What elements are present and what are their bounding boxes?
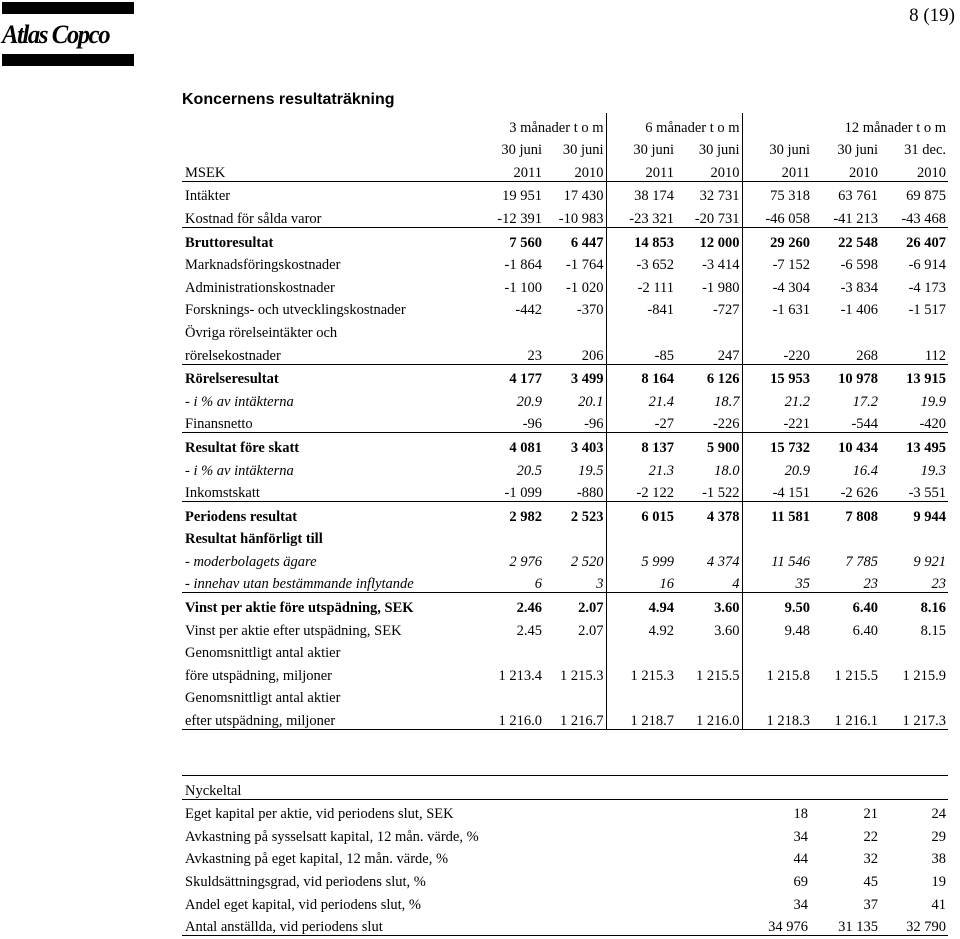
row-value: 2.46 [478, 593, 544, 616]
row-value [606, 684, 676, 707]
row-value: -6 914 [908, 257, 947, 274]
row-value: 268 [812, 341, 880, 364]
row-value [544, 525, 606, 548]
table-row [182, 913, 948, 936]
row-value [880, 639, 948, 662]
period-header-12m: 12 månader t o m [844, 119, 947, 136]
row-value: 1 218.3 [742, 706, 812, 729]
row-value: 23 [812, 570, 880, 593]
row-value: 2 520 [544, 547, 606, 570]
row-label: Administrationskostnader [185, 279, 335, 296]
row-label: - i % av intäkterna [185, 462, 294, 479]
row-value: 16.4 [852, 462, 879, 479]
row-value: 32 790 [880, 913, 948, 936]
row-value: 11 546 [771, 553, 811, 570]
table-row [182, 570, 948, 593]
row-value: 17 430 [544, 181, 606, 204]
row-value [676, 525, 742, 548]
row-value [544, 639, 606, 662]
row-value: -1 517 [908, 302, 947, 319]
row-value [812, 525, 880, 548]
table-row [182, 890, 948, 913]
table-row [182, 433, 948, 456]
row-value: -27 [606, 410, 676, 433]
row-value [544, 684, 606, 707]
row-label: Eget kapital per aktie, vid periodens slut, SEK [185, 806, 454, 823]
row-value: -1 522 [676, 479, 742, 502]
row-value: -420 [880, 410, 948, 433]
row-value [880, 684, 948, 707]
row-value: 1 216.0 [478, 706, 544, 729]
row-value [606, 318, 676, 341]
row-value [880, 318, 948, 341]
table-row [182, 867, 948, 890]
statement-title: Koncernens resultaträkning [182, 91, 395, 108]
row-label: Inkomstskatt [182, 479, 478, 502]
row-value: 9.48 [784, 622, 811, 639]
page-number: 8 (19) [909, 5, 955, 26]
row-value: 206 [544, 341, 606, 364]
year-header: 2011 [606, 158, 676, 181]
year-header: 2011 [742, 158, 812, 181]
row-value: 19.9 [920, 393, 947, 410]
row-value: 14 853 [606, 227, 676, 250]
row-value: 31 135 [810, 913, 880, 936]
row-value: -2 122 [606, 479, 676, 502]
row-value: -23 321 [629, 210, 675, 227]
row-value: 22 [863, 828, 878, 845]
table-row [182, 799, 948, 822]
row-value: 2 976 [509, 553, 542, 570]
table-row [182, 273, 948, 296]
row-value: 2.07 [544, 616, 606, 639]
row-value: 21.2 [784, 393, 811, 410]
table-row [182, 593, 948, 616]
row-value: 19 [931, 873, 946, 890]
row-value: 6 [478, 570, 544, 593]
date-header: 30 juni [676, 136, 742, 159]
row-value: 6 126 [676, 364, 742, 387]
row-label: rörelsekostnader [182, 341, 478, 364]
row-value [742, 684, 812, 707]
row-value [478, 525, 544, 548]
table-row [182, 227, 948, 250]
row-label: Skuldsättningsgrad, vid periodens slut, % [185, 873, 426, 890]
date-header: 30 juni [544, 136, 606, 159]
row-value: 18 [793, 806, 808, 823]
row-value: -12 391 [497, 210, 542, 227]
table-row [182, 661, 948, 684]
row-value: 9 944 [880, 502, 948, 525]
row-value: 11 581 [742, 502, 812, 525]
row-label: Rörelseresultat [182, 364, 478, 387]
row-label: Resultat före skatt [182, 433, 478, 456]
row-value: 2.07 [544, 593, 606, 616]
row-value: 4 [676, 570, 742, 593]
row-value: 3.60 [676, 593, 742, 616]
row-value: 18.0 [676, 456, 742, 479]
date-header: 30 juni [633, 142, 675, 159]
row-value [812, 318, 880, 341]
row-value: 7 785 [845, 553, 879, 570]
header-spacer [810, 776, 880, 800]
key-figures-title: Nyckeltal [182, 776, 742, 800]
row-value: 69 875 [906, 188, 947, 205]
row-value [880, 525, 948, 548]
row-value: 1 216.7 [544, 706, 606, 729]
row-value: -220 [742, 341, 812, 364]
row-value [676, 684, 742, 707]
row-value: 34 976 [742, 913, 810, 936]
table-row [182, 822, 948, 845]
row-value: -442 [515, 302, 542, 319]
row-value: 26 407 [880, 227, 948, 250]
row-value: 13 495 [880, 433, 948, 456]
row-value: 20.9 [784, 462, 811, 479]
row-value: 4 374 [676, 547, 742, 570]
row-value: 29 [931, 828, 946, 845]
row-value: 8.15 [920, 622, 947, 639]
row-value: -41 213 [833, 210, 879, 227]
row-value: 38 174 [634, 188, 675, 205]
row-value: 1 213.4 [498, 667, 542, 684]
row-value: 4.92 [648, 622, 675, 639]
row-value: 20.5 [516, 462, 542, 479]
logo-bar-bottom [2, 54, 134, 66]
date-header: 31 dec. [904, 142, 947, 159]
row-value [812, 639, 880, 662]
row-label: Avkastning på eget kapital, 12 mån. värde, % [185, 851, 449, 868]
row-value: 29 260 [742, 227, 812, 250]
row-value: 247 [676, 341, 742, 364]
row-value: 2 982 [478, 502, 544, 525]
row-label: Vinst per aktie efter utspädning, SEK [185, 622, 402, 639]
row-value: -1 631 [772, 302, 811, 319]
row-label: Periodens resultat [182, 502, 478, 525]
table-row [182, 251, 948, 274]
row-value: -1 406 [840, 302, 879, 319]
row-value: 8 137 [606, 433, 676, 456]
row-value: 5 999 [641, 553, 675, 570]
date-header-row [182, 136, 948, 159]
row-value: -43 468 [901, 210, 947, 227]
row-value: 23 [478, 341, 544, 364]
row-value: -727 [676, 296, 742, 319]
row-value: -3 414 [676, 251, 742, 274]
row-value: 23 [880, 570, 948, 593]
row-value: 4 081 [478, 433, 544, 456]
row-value [742, 318, 812, 341]
row-label: Bruttoresultat [182, 227, 478, 250]
row-value: 3 499 [544, 364, 606, 387]
table-row [182, 547, 948, 570]
row-value [606, 525, 676, 548]
table-row [182, 410, 948, 433]
row-value: 21.4 [648, 393, 675, 410]
row-value: 20.1 [544, 387, 606, 410]
row-value [478, 639, 544, 662]
row-value: -1 020 [544, 273, 606, 296]
row-label: Intäkter [185, 188, 231, 205]
row-value: 7 560 [478, 227, 544, 250]
row-value: 1 215.5 [834, 667, 879, 684]
row-value: 10 978 [812, 364, 880, 387]
row-value: -841 [647, 302, 675, 319]
row-label: Genomsnittligt antal aktier [185, 645, 341, 662]
row-value: 63 761 [838, 188, 879, 205]
table-row [182, 364, 948, 387]
row-label: Marknadsföringskostnader [185, 257, 341, 274]
row-value: -4 304 [772, 279, 811, 296]
row-value: -20 731 [676, 204, 742, 227]
row-value: 34 [793, 896, 808, 913]
row-label: Kostnad för sålda varor [185, 210, 322, 227]
row-value: 15 953 [742, 364, 812, 387]
row-value: 35 [742, 570, 812, 593]
row-value: 37 [863, 896, 878, 913]
row-value: 21 [863, 806, 878, 823]
row-value: -1 980 [676, 273, 742, 296]
row-value: 1 217.3 [880, 706, 948, 729]
header-spacer [182, 136, 478, 159]
row-value: 75 318 [770, 188, 811, 205]
row-value: 3 [544, 570, 606, 593]
row-value: 10 434 [812, 433, 880, 456]
row-value [676, 639, 742, 662]
header-spacer [880, 776, 948, 800]
period-header-6m: 6 månader t o m [606, 113, 742, 136]
row-value: 6.40 [812, 593, 880, 616]
row-value: 7 808 [812, 502, 880, 525]
key-figures-header-row [182, 776, 948, 800]
row-value: 45 [863, 873, 878, 890]
row-value: -10 983 [544, 204, 606, 227]
row-value: 2 523 [544, 502, 606, 525]
row-value: 20.9 [516, 393, 542, 410]
table-row [182, 296, 948, 319]
row-value: -6 598 [840, 257, 879, 274]
row-value: -1 864 [504, 257, 542, 274]
row-label: Antal anställda, vid periodens slut [182, 913, 742, 936]
row-value: 4.94 [606, 593, 676, 616]
year-header: 2010 [880, 158, 948, 181]
unit-label: MSEK [182, 158, 478, 181]
row-value: -46 058 [765, 210, 811, 227]
row-value: -96 [544, 410, 606, 433]
year-header: 2011 [478, 158, 544, 181]
row-value: 5 900 [676, 433, 742, 456]
row-label: Andel eget kapital, vid periodens slut, % [185, 896, 421, 913]
row-value: 1 215.8 [766, 667, 811, 684]
year-header: 2010 [812, 158, 880, 181]
row-value: 4 177 [478, 364, 544, 387]
row-value: -1 099 [478, 479, 544, 502]
row-value: -3 652 [636, 257, 675, 274]
row-value: -226 [676, 410, 742, 433]
period-header-3m: 3 månader t o m [478, 113, 606, 136]
row-value [478, 318, 544, 341]
row-value: 8.16 [880, 593, 948, 616]
table-row [182, 318, 948, 341]
table-row [182, 706, 948, 729]
table-row [182, 525, 948, 548]
row-value: 1 215.9 [902, 667, 947, 684]
row-value: 34 [793, 828, 808, 845]
period-header-row [182, 113, 948, 136]
row-value: -1 100 [504, 279, 542, 296]
date-header: 30 juni [501, 142, 542, 159]
row-value: 13 915 [880, 364, 948, 387]
key-figures-body [182, 799, 948, 936]
row-value: -221 [742, 410, 812, 433]
year-header: 2010 [676, 158, 742, 181]
table-row [182, 456, 948, 479]
row-label: Forsknings- och utvecklingskostnader [185, 302, 406, 319]
row-value: 19.5 [544, 456, 606, 479]
row-label: Vinst per aktie före utspädning, SEK [182, 593, 478, 616]
table-row [182, 639, 948, 662]
row-value: 9.50 [742, 593, 812, 616]
row-value: -2 111 [637, 279, 675, 296]
logo-bar-top [2, 2, 134, 14]
row-value: 38 [931, 851, 946, 868]
table-row [182, 181, 948, 204]
logo-wordmark: Atlas Copco [2, 20, 110, 49]
row-value: 19.3 [920, 462, 947, 479]
row-label: Övriga rörelseintäkter och [185, 324, 338, 341]
row-value: 2.45 [516, 622, 542, 639]
row-value: -880 [544, 479, 606, 502]
row-value: 41 [931, 896, 946, 913]
row-value [812, 684, 880, 707]
row-label: Finansnetto [182, 410, 478, 433]
table-row [182, 502, 948, 525]
row-value: 69 [793, 873, 808, 890]
date-header: 30 juni [769, 142, 811, 159]
row-value: 1 216.0 [676, 706, 742, 729]
row-value: 22 548 [812, 227, 880, 250]
row-label: Avkastning på sysselsatt kapital, 12 mån. värde, % [185, 828, 479, 845]
row-value: -96 [478, 410, 544, 433]
row-value: 1 218.7 [606, 706, 676, 729]
row-value: 1 215.3 [630, 667, 675, 684]
row-label: - i % av intäkterna [185, 393, 294, 410]
row-value: -544 [812, 410, 880, 433]
row-value [544, 318, 606, 341]
row-value: 8 164 [606, 364, 676, 387]
table-row [182, 341, 948, 364]
table-row [182, 479, 948, 502]
row-value [606, 639, 676, 662]
table-row [182, 616, 948, 639]
row-value [742, 525, 812, 548]
row-value: 32 [863, 851, 878, 868]
date-header: 30 juni [837, 142, 879, 159]
row-value: 21.3 [648, 462, 675, 479]
row-value: 24 [931, 806, 946, 823]
row-value: 6 015 [606, 502, 676, 525]
row-value: 112 [880, 341, 948, 364]
row-label: Resultat hänförligt till [185, 531, 323, 548]
row-value [676, 318, 742, 341]
row-value: 1 215.5 [676, 661, 742, 684]
year-header: 2010 [544, 158, 606, 181]
row-value: 6.40 [852, 622, 879, 639]
row-label: efter utspädning, miljoner [182, 706, 478, 729]
row-label: - moderbolagets ägare [185, 553, 317, 570]
statement-body [182, 181, 948, 729]
row-value: -3 834 [840, 279, 879, 296]
row-value: 1 215.3 [544, 661, 606, 684]
row-value: -2 626 [812, 479, 880, 502]
table-row [182, 204, 948, 227]
row-value: 12 000 [676, 227, 742, 250]
row-value: 3.60 [676, 616, 742, 639]
row-label: - innehav utan bestämmande inflytande [182, 570, 478, 593]
header-spacer [182, 113, 478, 136]
row-value: 9 921 [913, 553, 947, 570]
table-row [182, 845, 948, 868]
income-statement-table [182, 113, 948, 730]
row-value: 6 447 [544, 227, 606, 250]
header-spacer [742, 776, 810, 800]
row-label: före utspädning, miljoner [185, 667, 332, 684]
table-row [182, 387, 948, 410]
row-value: 32 731 [676, 181, 742, 204]
row-value: 18.7 [676, 387, 742, 410]
row-value: -3 551 [880, 479, 948, 502]
row-value: -4 151 [742, 479, 812, 502]
row-value: 19 951 [502, 188, 542, 205]
row-value: 4 378 [676, 502, 742, 525]
row-value: 17.2 [852, 393, 879, 410]
atlas-copco-logo [2, 2, 134, 66]
row-value: -370 [544, 296, 606, 319]
key-figures-table [182, 775, 948, 936]
row-value: 1 216.1 [812, 706, 880, 729]
row-value [742, 639, 812, 662]
row-value: 15 732 [742, 433, 812, 456]
row-value: 44 [793, 851, 808, 868]
row-value: -7 152 [772, 257, 811, 274]
table-row [182, 684, 948, 707]
row-value: -4 173 [908, 279, 947, 296]
row-value: 16 [606, 570, 676, 593]
year-header-row [182, 158, 948, 181]
row-value: -1 764 [544, 251, 606, 274]
row-value [478, 684, 544, 707]
row-value: -85 [606, 341, 676, 364]
row-label: Genomsnittligt antal aktier [185, 690, 341, 707]
row-value: 3 403 [544, 433, 606, 456]
